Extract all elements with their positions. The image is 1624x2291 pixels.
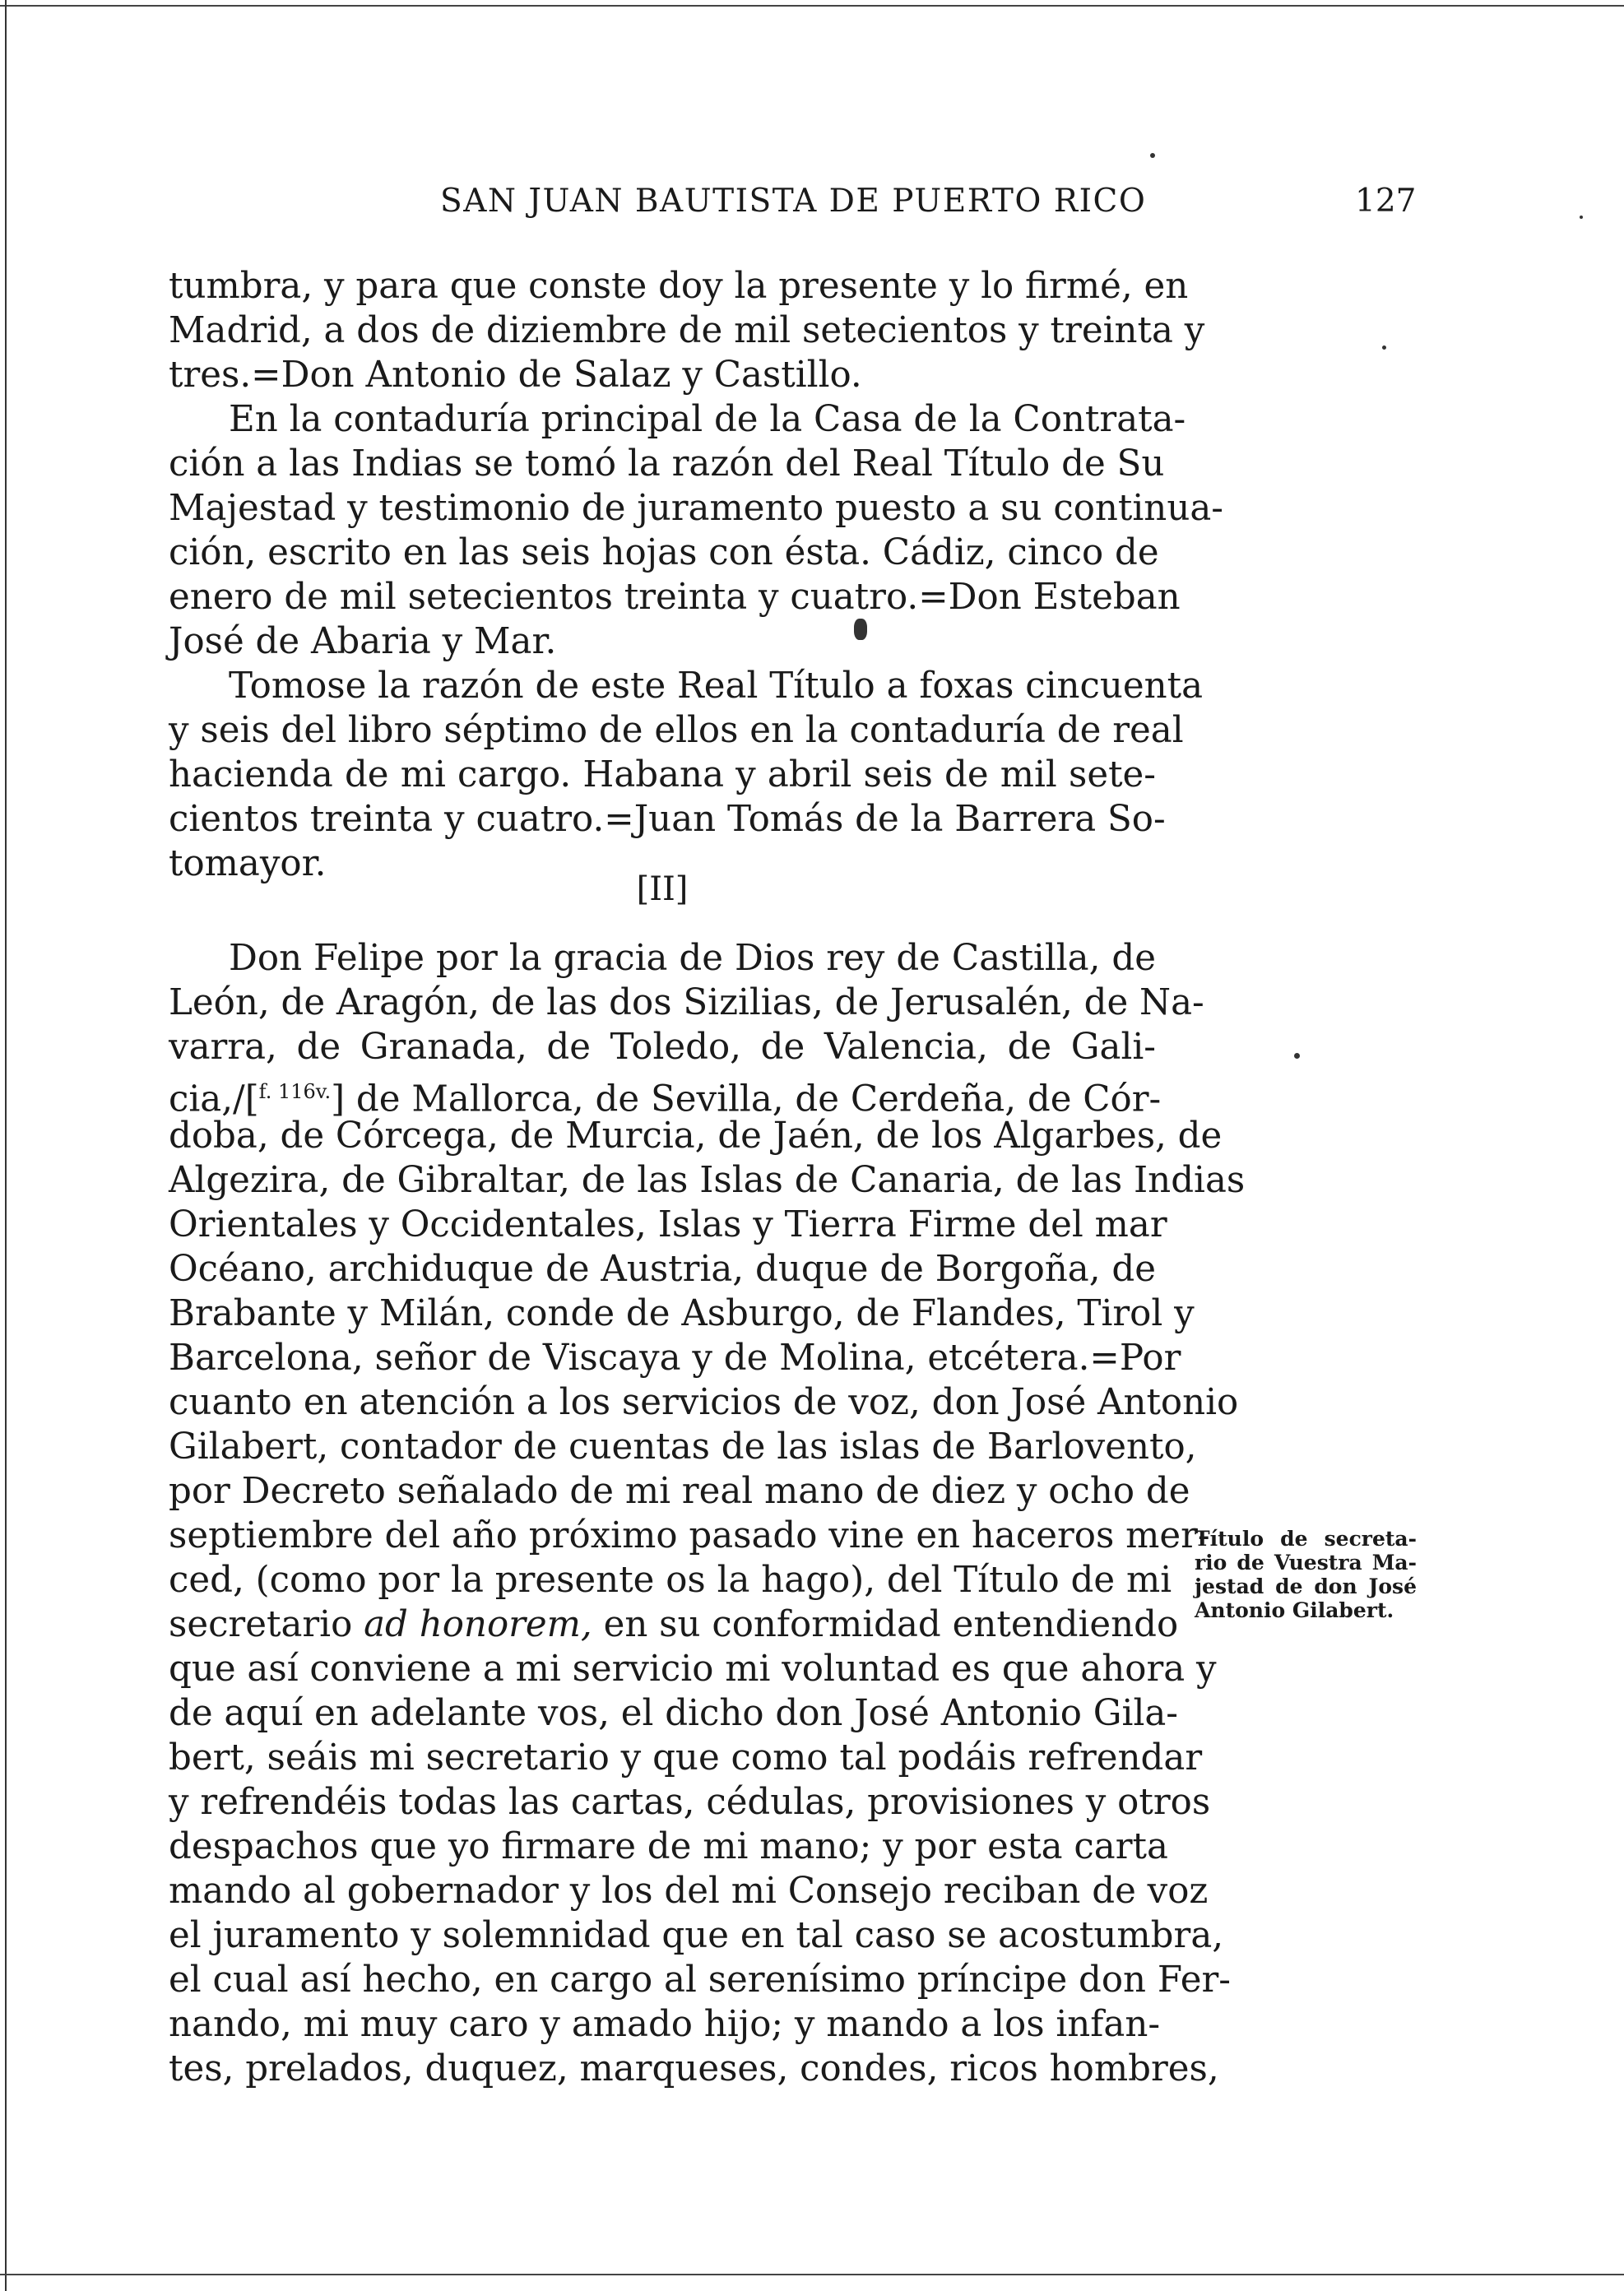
text-line: Gilabert, contador de cuentas de las islas de Barlovento, bbox=[169, 1426, 1197, 1468]
text-line: el juramento y solemnidad que en tal caso se acostumbra, bbox=[169, 1915, 1224, 1956]
text-line: Majestad y testimonio de juramento puesto a su continua- bbox=[169, 488, 1223, 529]
text-line: despachos que yo firmare de mi mano; y por esta carta bbox=[169, 1826, 1168, 1867]
text-line: León, de Aragón, de las dos Sizilias, de Jerusalén, de Na- bbox=[169, 982, 1204, 1023]
text-line: En la contaduría principal de la Casa de la Contrata- bbox=[229, 399, 1186, 440]
text-line: Don Felipe por la gracia de Dios rey de Castilla, de bbox=[229, 938, 1156, 979]
text-line: ción a las Indias se tomó la razón del Real Título de Su bbox=[169, 443, 1165, 485]
text-line: mando al gobernador y los del mi Consejo reciban de voz bbox=[169, 1871, 1209, 1912]
scan-speck bbox=[1294, 1053, 1300, 1059]
text-line: José de Abaria y Mar. bbox=[169, 621, 557, 662]
text-line: ced, (como por la presente os la hago), del Título de mi bbox=[169, 1560, 1172, 1601]
text-line: y refrendéis todas las cartas, cédulas, provisiones y otros bbox=[169, 1782, 1211, 1823]
text-line: enero de mil setecientos treinta y cuatro.=Don Esteban bbox=[169, 577, 1181, 618]
italic-phrase: ad honorem, bbox=[364, 1604, 592, 1645]
scan-speck bbox=[1150, 153, 1155, 158]
marginal-note-line: jestad de don José bbox=[1195, 1574, 1417, 1598]
scan-speck bbox=[1580, 216, 1583, 219]
text-line: hacienda de mi cargo. Habana y abril seis de mil sete- bbox=[169, 754, 1156, 795]
text-line: cuanto en atención a los servicios de voz, don José Antonio bbox=[169, 1382, 1239, 1423]
text-line: ción, escrito en las seis hojas con ésta. Cádiz, cinco de bbox=[169, 532, 1159, 573]
text-line: Tomose la razón de este Real Título a foxas cincuenta bbox=[229, 666, 1204, 707]
text-line bbox=[169, 1602, 1179, 1647]
text-line: por Decreto señalado de mi real mano de diez y ocho de bbox=[169, 1471, 1190, 1512]
text-line: doba, de Córcega, de Murcia, de Jaén, de los Algarbes, de bbox=[169, 1115, 1223, 1157]
marginal-note-line: rio de Vuestra Ma- bbox=[1195, 1551, 1417, 1574]
text-line: tumbra, y para que conste doy la presente y lo firmé, en bbox=[169, 266, 1189, 307]
text-segment: en su conformidad entendiendo bbox=[592, 1604, 1179, 1645]
text-line: Brabante y Milán, conde de Asburgo, de Flandes, Tirol y bbox=[169, 1293, 1195, 1334]
text-line: tomayor. bbox=[169, 843, 327, 884]
text-line: que así conviene a mi servicio mi voluntad es que ahora y bbox=[169, 1649, 1217, 1690]
folio-reference: f. 116v. bbox=[258, 1080, 332, 1103]
top-border-line bbox=[0, 5, 1624, 7]
running-header bbox=[169, 183, 1417, 232]
text-line: nando, mi muy caro y amado hijo; y mando a los infan- bbox=[169, 2004, 1161, 2045]
text-segment: secretario bbox=[169, 1604, 364, 1645]
text-line: de aquí en adelante vos, el dicho don José Antonio Gila- bbox=[169, 1693, 1179, 1734]
text-line: el cual así hecho, en cargo al serenísimo príncipe don Fer- bbox=[169, 1959, 1231, 2001]
scan-speck bbox=[1382, 346, 1386, 350]
section-number: [II] bbox=[636, 870, 689, 908]
text-line: varra, de Granada, de Toledo, de Valencia, de Gali- bbox=[169, 1027, 1156, 1068]
text-line: y seis del libro séptimo de ellos en la contaduría de real bbox=[169, 710, 1184, 751]
text-line: tes, prelados, duquez, marqueses, condes, ricos hombres, bbox=[169, 2048, 1219, 2089]
text-segment: cia,/[ bbox=[169, 1078, 259, 1120]
page-number: 127 bbox=[1355, 183, 1417, 220]
text-line: septiembre del año próximo pasado vine en haceros mer- bbox=[169, 1515, 1210, 1556]
marginal-note bbox=[1195, 1527, 1417, 1622]
left-border-line bbox=[5, 0, 7, 2291]
running-title: SAN JUAN BAUTISTA DE PUERTO RICO bbox=[440, 183, 1147, 220]
text-line: Algezira, de Gibraltar, de las Islas de Canaria, de las Indias bbox=[169, 1160, 1246, 1201]
marginal-note-line: Antonio Gilabert. bbox=[1195, 1598, 1394, 1622]
text-line: bert, seáis mi secretario y que como tal podáis refrendar bbox=[169, 1737, 1203, 1779]
text-line: Orientales y Occidentales, Islas y Tierra Firme del mar bbox=[169, 1204, 1167, 1245]
marginal-note-line: Título de secreta- bbox=[1195, 1527, 1417, 1551]
text-line: Barcelona, señor de Viscaya y de Molina, etcétera.=Por bbox=[169, 1338, 1181, 1379]
text-line: Océano, archiduque de Austria, duque de Borgoña, de bbox=[169, 1249, 1156, 1290]
text-segment: ] de Mallorca, de Sevilla, de Cerdeña, de Cór- bbox=[331, 1078, 1162, 1120]
bottom-border-line bbox=[0, 2274, 1624, 2275]
text-line: Madrid, a dos de diziembre de mil setecientos y treinta y bbox=[169, 310, 1205, 351]
text-line: cientos treinta y cuatro.=Juan Tomás de la Barrera So- bbox=[169, 799, 1166, 840]
text-line: tres.=Don Antonio de Salaz y Castillo. bbox=[169, 355, 862, 396]
